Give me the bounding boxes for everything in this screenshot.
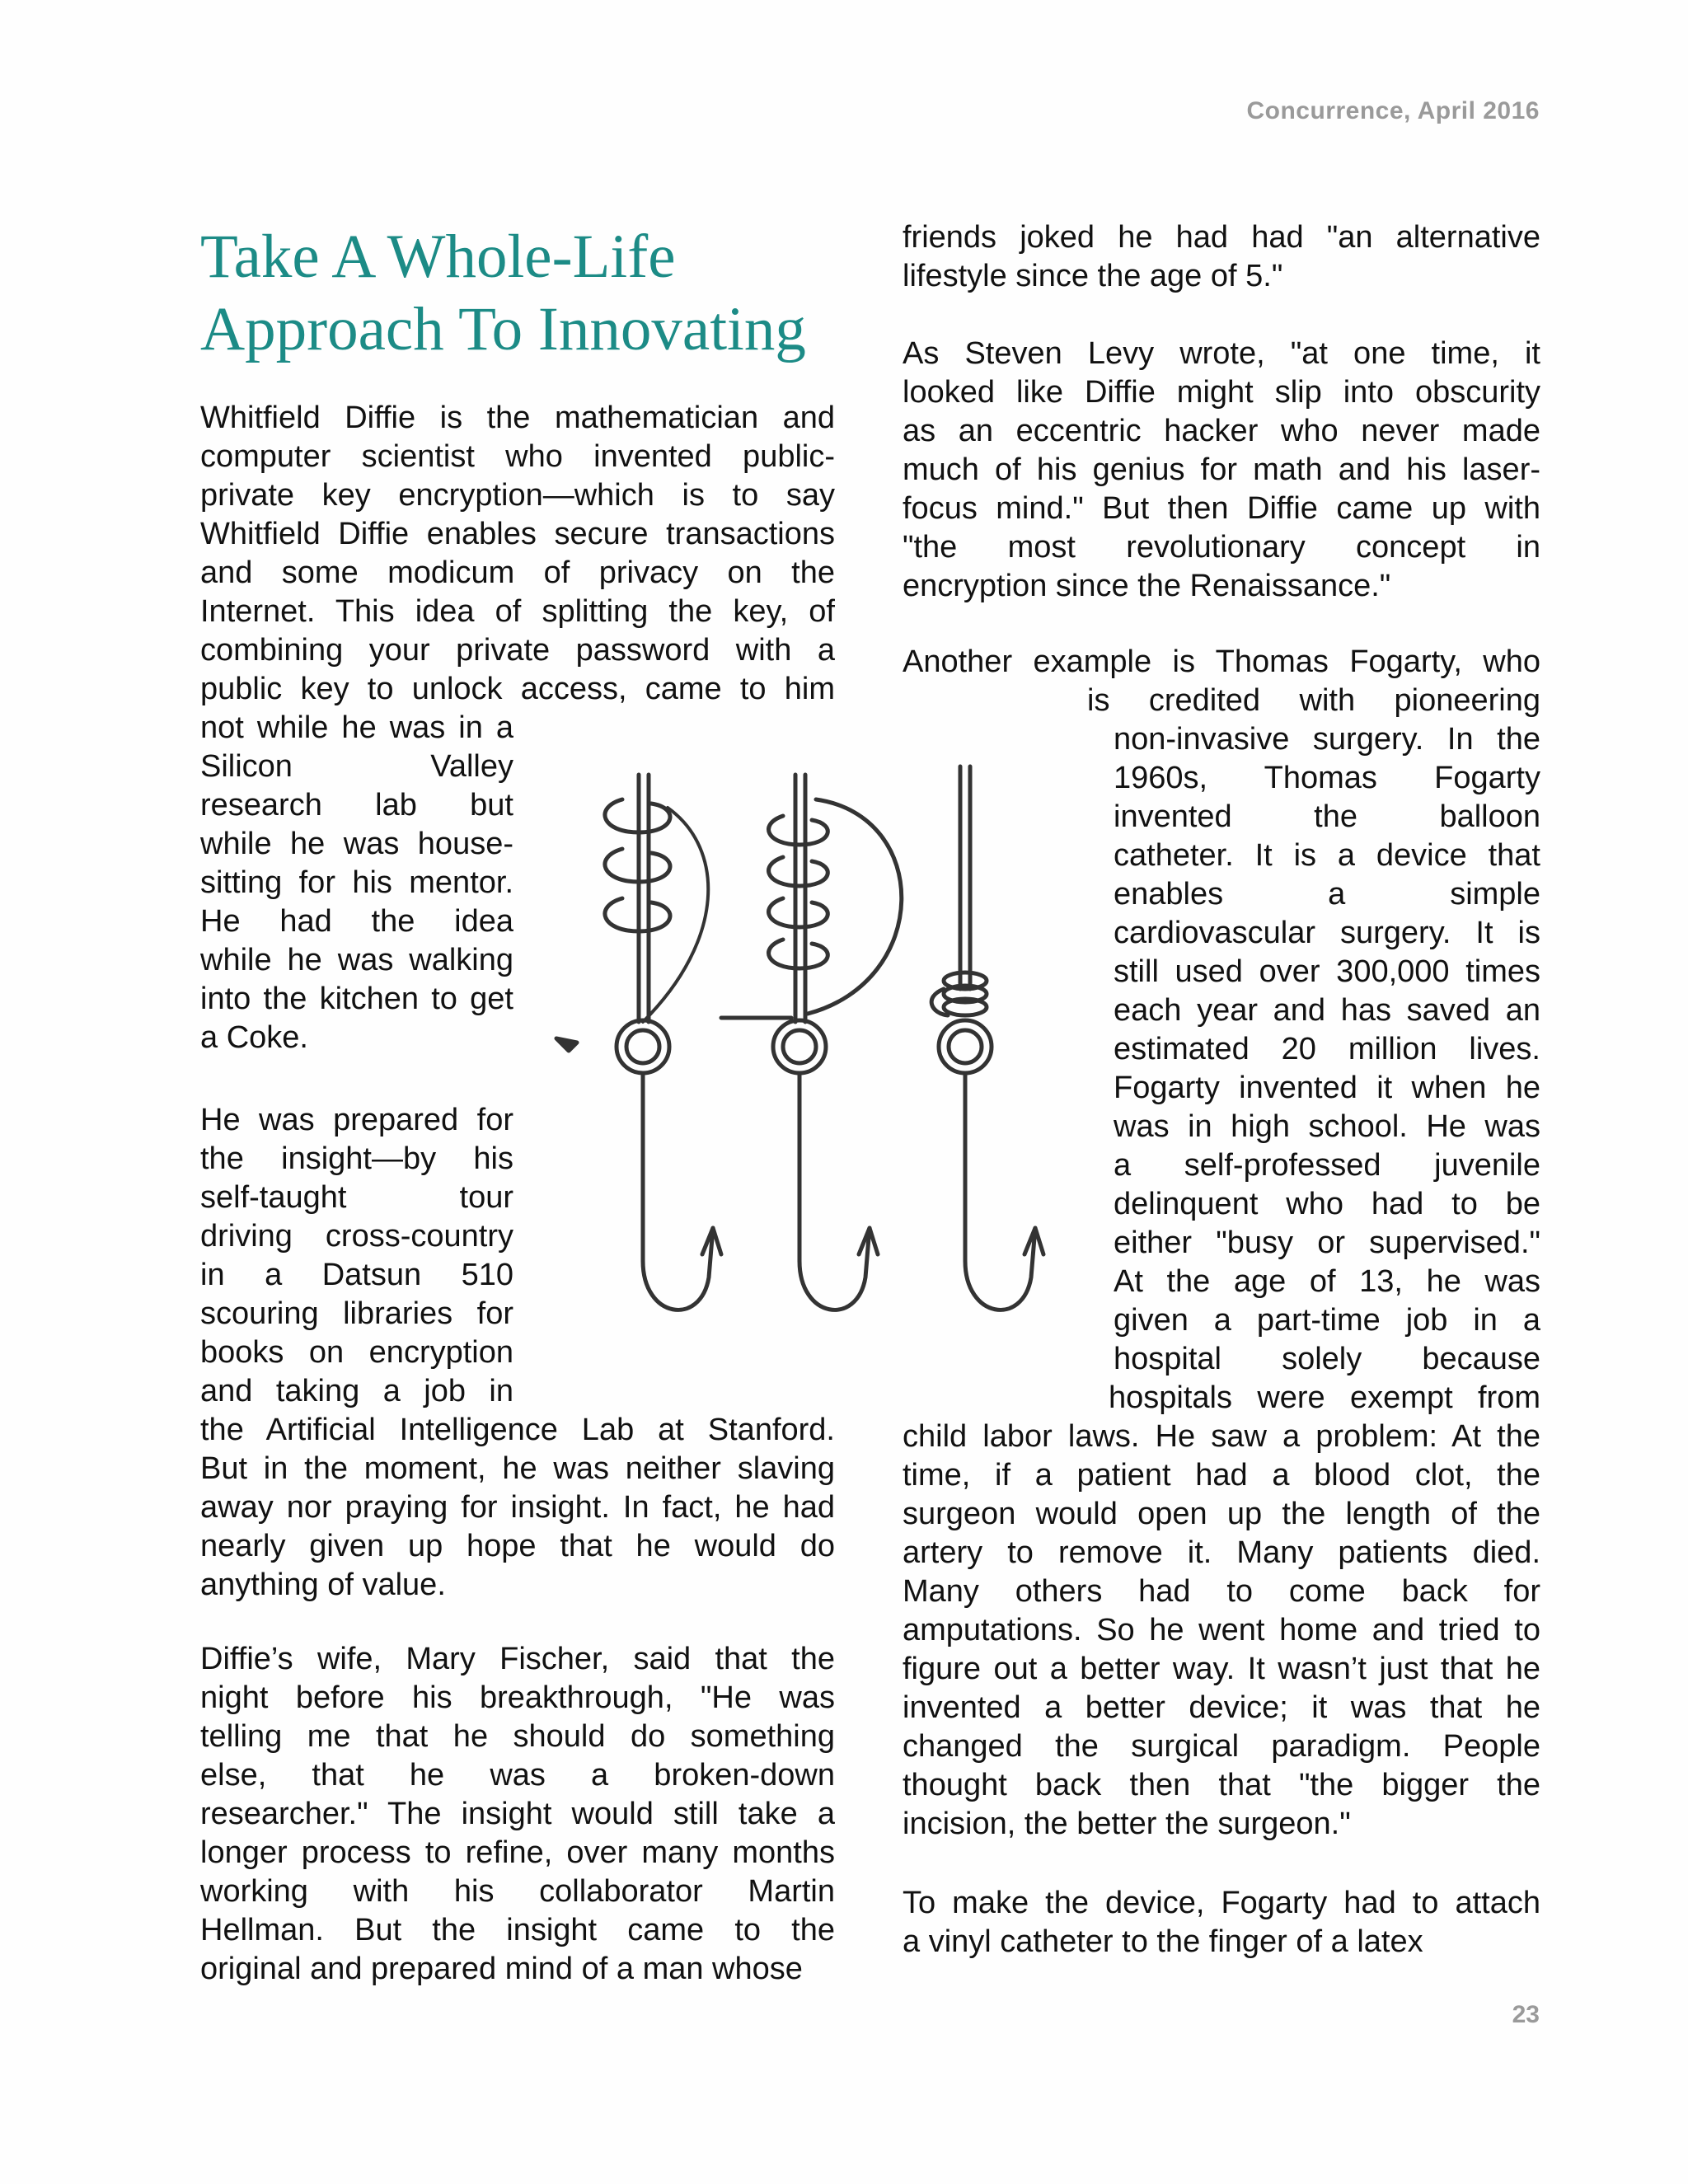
text-line: driving cross-country xyxy=(200,1219,513,1254)
text-line: a vinyl catheter to the finger of a latex xyxy=(903,1924,1423,1959)
text-line: Many others had to come back for xyxy=(903,1574,1540,1609)
text-line: Internet. This idea of splitting the key, of xyxy=(200,594,835,629)
text-line: encryption since the Renaissance." xyxy=(903,569,1391,603)
text-line: cardiovascular surgery. It is xyxy=(1114,916,1540,950)
text-line: looked like Diffie might slip into obscurity xyxy=(903,375,1540,410)
text-line: time, if a patient had a blood clot, the xyxy=(903,1458,1540,1493)
text-line: the insight—by his xyxy=(200,1141,513,1176)
text-line: amputations. So he went home and tried to xyxy=(903,1613,1540,1647)
text-line: is credited with pioneering xyxy=(1087,683,1540,718)
hook-1-icon xyxy=(556,775,721,1310)
text-line: friends joked he had had "an alternative xyxy=(903,220,1540,255)
text-line: He had the idea xyxy=(200,904,513,939)
text-line: focus mind." But then Diffie came up with xyxy=(903,491,1540,526)
text-line: Diffie’s wife, Mary Fischer, said that the xyxy=(200,1642,835,1676)
text-line: non-invasive surgery. In the xyxy=(1114,722,1540,757)
right-paragraph-p4 xyxy=(903,1884,1540,1961)
text-line: much of his genius for math and his laser- xyxy=(903,452,1540,487)
hook-2-icon xyxy=(721,775,902,1310)
text-line: else, that he was a broken-down xyxy=(200,1758,835,1793)
text-line: was in high school. He was xyxy=(1114,1109,1540,1144)
hook-3-icon xyxy=(931,766,1043,1310)
text-line: each year and has saved an xyxy=(1114,993,1540,1028)
publication-header: Concurrence, April 2016 xyxy=(1246,97,1540,124)
text-line: while he was walking xyxy=(200,943,513,977)
text-line: self-taught tour xyxy=(200,1180,513,1215)
text-line: To make the device, Fogarty had to attach xyxy=(903,1886,1540,1920)
text-line: anything of value. xyxy=(200,1568,446,1602)
title-line-2: Approach To Innovating xyxy=(200,295,806,363)
text-line: scouring libraries for xyxy=(200,1296,513,1331)
text-line: into the kitchen to get xyxy=(200,982,513,1016)
text-line: He was prepared for xyxy=(200,1103,513,1137)
text-line: research lab but xyxy=(200,788,513,823)
text-line: a Coke. xyxy=(200,1020,308,1055)
text-line: Whitfield Diffie enables secure transactions xyxy=(200,517,835,551)
text-line: not while he was in a xyxy=(200,710,513,745)
text-line: the Artificial Intelligence Lab at Stanford. xyxy=(200,1413,835,1447)
text-line: as an eccentric hacker who never made xyxy=(903,414,1540,448)
text-line: As Steven Levy wrote, "at one time, it xyxy=(903,336,1540,371)
text-line: invented the balloon xyxy=(1114,799,1540,834)
text-line: surgeon would open up the length of the xyxy=(903,1497,1540,1531)
text-line: lifestyle since the age of 5." xyxy=(903,259,1283,293)
text-line: combining your private password with a xyxy=(200,633,835,668)
text-line: catheter. It is a device that xyxy=(1114,838,1540,873)
text-line: researcher." The insight would still take a xyxy=(200,1797,835,1831)
text-line: hospitals were exempt from xyxy=(1109,1380,1540,1415)
article-title xyxy=(200,221,851,366)
text-line: nearly given up hope that he would do xyxy=(200,1529,835,1563)
text-line: changed the surgical paradigm. People xyxy=(903,1729,1540,1764)
text-line: public key to unlock access, came to him xyxy=(200,672,835,706)
text-line: original and prepared mind of a man whose xyxy=(200,1952,803,1986)
text-line: away nor praying for insight. In fact, he had xyxy=(200,1490,835,1525)
text-line: "the most revolutionary concept in xyxy=(903,530,1540,565)
text-line: in a Datsun 510 xyxy=(200,1258,513,1292)
text-line: Hellman. But the insight came to the xyxy=(200,1913,835,1947)
text-line: sitting for his mentor. xyxy=(200,865,513,900)
text-line: Whitfield Diffie is the mathematician and xyxy=(200,401,835,435)
text-line: longer process to refine, over many months xyxy=(200,1835,835,1870)
right-paragraph-p1 xyxy=(903,218,1540,296)
text-line: and taking a job in xyxy=(200,1374,513,1408)
text-line: still used over 300,000 times xyxy=(1114,954,1540,989)
text-line: incision, the better the surgeon." xyxy=(903,1807,1351,1841)
text-line: given a part-time job in a xyxy=(1114,1303,1540,1338)
right-paragraph-p2 xyxy=(903,335,1540,606)
title-line-1: Take A Whole-Life xyxy=(200,223,676,291)
text-line: Fogarty invented it when he xyxy=(1114,1071,1540,1105)
text-line: Silicon Valley xyxy=(200,749,513,784)
text-line: a self-professed juvenile xyxy=(1114,1148,1540,1183)
text-line: working with his collaborator Martin xyxy=(200,1874,835,1909)
text-line: enables a simple xyxy=(1114,877,1540,912)
text-line: child labor laws. He saw a problem: At the xyxy=(903,1419,1540,1454)
text-line: computer scientist who invented public- xyxy=(200,439,835,474)
text-line: Another example is Thomas Fogarty, who xyxy=(903,644,1540,679)
text-line: artery to remove it. Many patients died. xyxy=(903,1535,1540,1570)
text-line: But in the moment, he was neither slaving xyxy=(200,1451,835,1486)
text-line: books on encryption xyxy=(200,1335,513,1370)
text-line: estimated 20 million lives. xyxy=(1114,1032,1540,1066)
text-line: invented a better device; it was that he xyxy=(903,1690,1540,1725)
text-line: figure out a better way. It wasn’t just that he xyxy=(903,1652,1540,1686)
text-line: thought back then that "the bigger the xyxy=(903,1768,1540,1802)
page-number: 23 xyxy=(1512,2001,1540,2028)
text-line: delinquent who had to be xyxy=(1114,1187,1540,1221)
fishing-knot-illustration xyxy=(544,750,1080,1360)
text-line: while he was house- xyxy=(200,827,513,861)
left-paragraph-p3 xyxy=(200,1640,835,1989)
text-line: night before his breakthrough, "He was xyxy=(200,1680,835,1715)
text-line: At the age of 13, he was xyxy=(1114,1264,1540,1299)
text-line: 1960s, Thomas Fogarty xyxy=(1114,761,1540,795)
text-line: private key encryption—which is to say xyxy=(200,478,835,513)
text-line: either "busy or supervised." xyxy=(1114,1226,1540,1260)
text-line: hospital solely because xyxy=(1114,1342,1540,1376)
text-line: telling me that he should do something xyxy=(200,1719,835,1754)
text-line: and some modicum of privacy on the xyxy=(200,555,835,590)
